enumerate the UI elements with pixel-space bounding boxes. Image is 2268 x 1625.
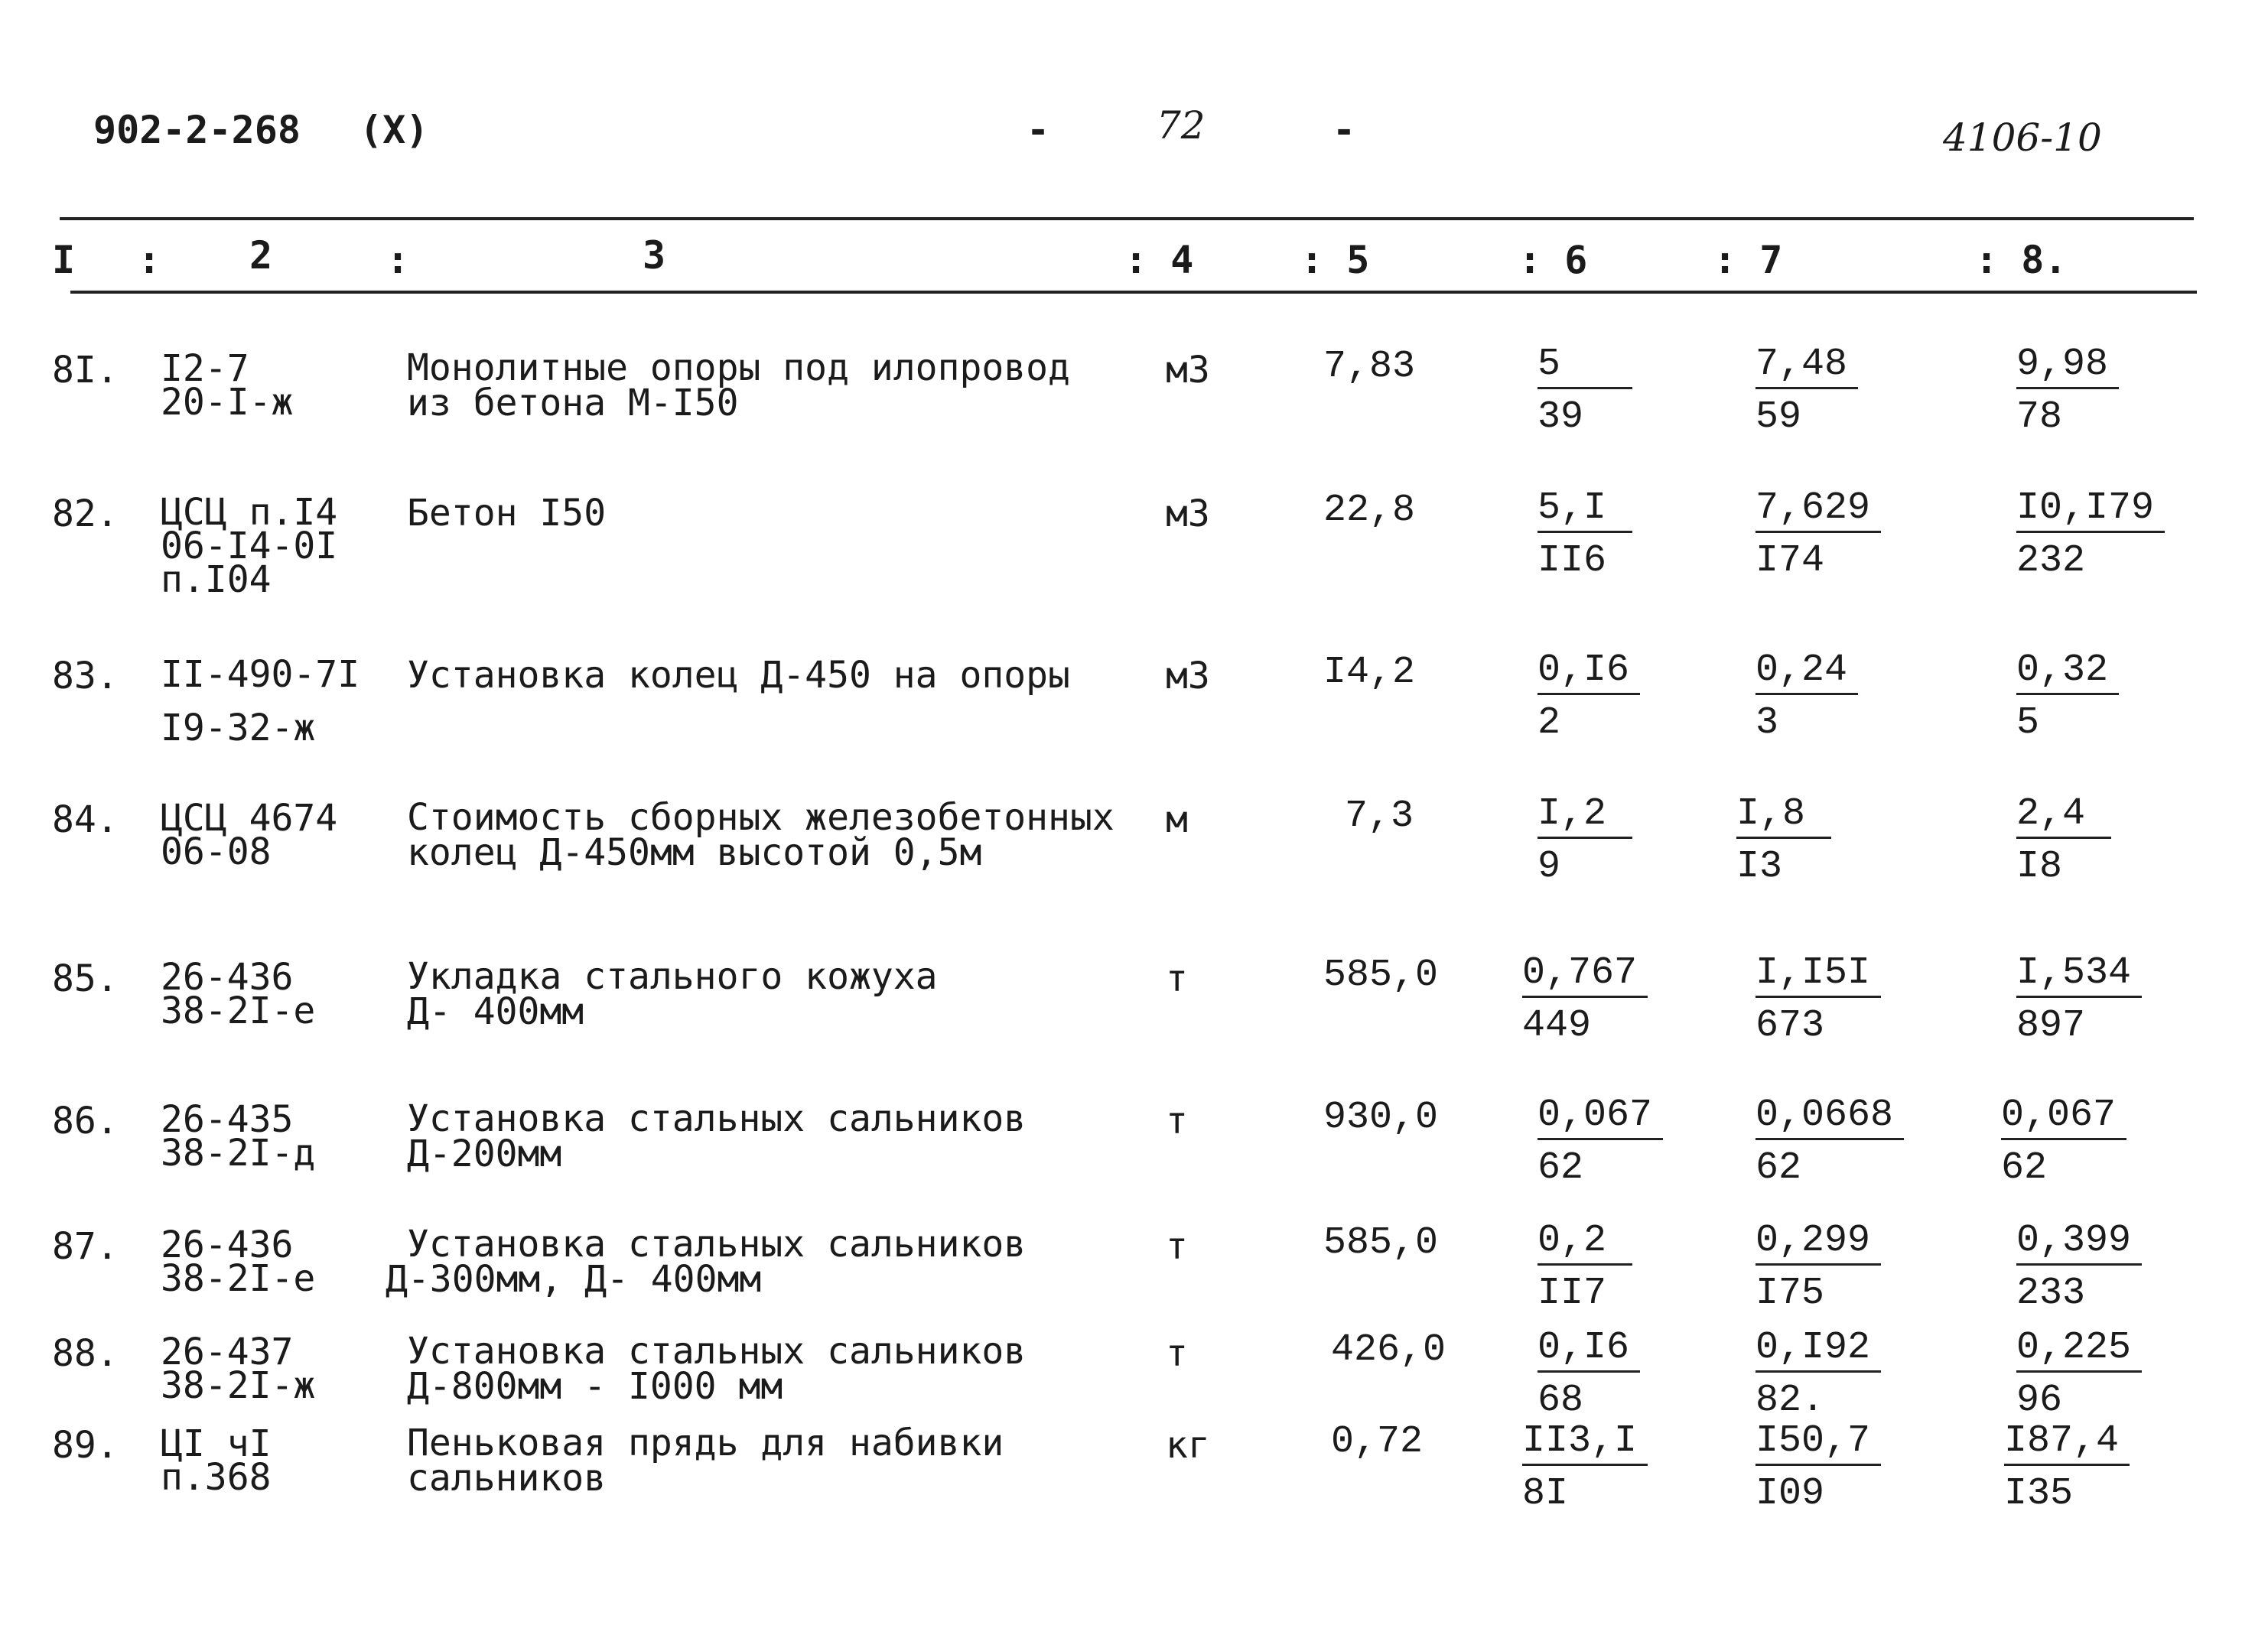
column-header-8: : 8. xyxy=(1975,238,2068,282)
unit: т xyxy=(1166,1100,1188,1142)
norm-code-line-1: ЦСЦ 4674 xyxy=(161,797,338,840)
work-description-line-2: Д-300мм, Д- 400мм xyxy=(386,1258,762,1301)
work-description-line-2: Д- 400мм xyxy=(407,990,584,1033)
cost-column-8-bottom: 233 xyxy=(2016,1272,2086,1315)
cost-column-7-top: 0,I92 xyxy=(1756,1328,1881,1373)
cost-column-8-top: 0,32 xyxy=(2016,650,2119,695)
document-code: 902-2-268 xyxy=(93,108,301,152)
column-header-2: 2 xyxy=(249,233,273,278)
cost-column-7-top: 0,24 xyxy=(1756,650,1858,695)
cost-column-8-bottom: 62 xyxy=(2001,1146,2048,1190)
norm-code-line-1: ЦСЦ п.I4 xyxy=(161,491,338,534)
work-description-line-1: Монолитные опоры под илопровод xyxy=(407,346,1070,389)
norm-code-line-1: II-490-7I xyxy=(161,653,360,696)
work-description-line-1: Установка стальных сальников xyxy=(407,1223,1027,1266)
cost-column-8-top: 0,067 xyxy=(2001,1095,2126,1140)
cost-column-8-top: 2,4 xyxy=(2016,794,2111,839)
sheet-reference: 4106-10 xyxy=(1943,115,2102,160)
cost-column-6 xyxy=(1537,794,1713,888)
cost-column-8-bottom: I8 xyxy=(2016,845,2063,889)
cost-column-6 xyxy=(1537,650,1713,744)
column-header-separator-1: : xyxy=(138,238,161,282)
row-number: 88. xyxy=(52,1332,119,1375)
work-description-line-1: Установка стальных сальников xyxy=(407,1097,1027,1140)
cost-column-7-bottom: 62 xyxy=(1756,1146,1802,1190)
cost-column-8 xyxy=(2016,650,2192,744)
unit: м3 xyxy=(1166,492,1210,535)
unit: т xyxy=(1166,957,1188,1000)
page-number: 72 xyxy=(1157,103,1206,148)
column-header-5: : 5 xyxy=(1300,238,1370,282)
cost-column-8-top: I,534 xyxy=(2016,953,2142,998)
cost-column-6 xyxy=(1537,344,1713,438)
cost-column-7 xyxy=(1756,650,1931,744)
norm-code-line-2: I9-32-ж xyxy=(161,707,316,749)
row-number: 87. xyxy=(52,1225,119,1268)
cost-column-6-bottom: II7 xyxy=(1537,1272,1607,1315)
work-description-line-2: Д-200мм xyxy=(407,1133,562,1175)
cost-column-8-bottom: 96 xyxy=(2016,1379,2063,1422)
norm-code-line-2: 06-08 xyxy=(161,830,272,873)
cost-column-7 xyxy=(1756,488,1931,582)
cost-column-7-bottom: 59 xyxy=(1756,395,1802,439)
cost-column-7 xyxy=(1756,1328,1931,1422)
cost-column-8 xyxy=(2016,1220,2192,1315)
cost-column-8-bottom: 897 xyxy=(2016,1004,2086,1048)
norm-code-line-2: 38-2I-д xyxy=(161,1132,316,1175)
work-description-line-1: Укладка стального кожуха xyxy=(407,955,938,998)
quantity: 585,0 xyxy=(1323,1221,1439,1265)
column-header-3: 3 xyxy=(643,233,666,278)
unit: т xyxy=(1166,1332,1188,1375)
cost-column-7-bottom: 3 xyxy=(1756,701,1779,745)
norm-code-line-2: 38-2I-е xyxy=(161,990,316,1032)
cost-column-7 xyxy=(1756,953,1931,1047)
unit: кг xyxy=(1166,1424,1210,1467)
cost-column-6-top: 0,I6 xyxy=(1537,1328,1640,1373)
norm-code-line-3: п.I04 xyxy=(161,558,272,601)
cost-column-6-bottom: 449 xyxy=(1522,1004,1592,1048)
row-number: 82. xyxy=(52,492,119,535)
cost-column-6 xyxy=(1537,1328,1713,1422)
cost-column-6 xyxy=(1522,1421,1698,1515)
top-rule xyxy=(60,217,2194,220)
row-number: 8I. xyxy=(52,349,119,392)
cost-column-8-bottom: 232 xyxy=(2016,539,2086,583)
cost-column-6-bottom: 8I xyxy=(1522,1472,1569,1516)
work-description-line-1: Бетон I50 xyxy=(407,492,607,535)
unit: м3 xyxy=(1166,655,1210,697)
cost-column-7 xyxy=(1756,1095,1931,1189)
norm-code-line-1: 26-435 xyxy=(161,1098,294,1141)
cost-column-6-bottom: 39 xyxy=(1537,395,1584,439)
cost-column-8-top: 0,399 xyxy=(2016,1220,2142,1266)
norm-code-line-2: 06-I4-0I xyxy=(161,525,338,567)
cost-column-7-top: 0,0668 xyxy=(1756,1095,1904,1140)
cost-column-7-bottom: I75 xyxy=(1756,1272,1825,1315)
cost-column-6-bottom: 62 xyxy=(1537,1146,1584,1190)
work-description-line-1: Пеньковая прядь для набивки xyxy=(407,1422,1004,1464)
cost-column-7-top: I,I5I xyxy=(1756,953,1881,998)
norm-code-line-1: 26-436 xyxy=(161,1224,294,1266)
cost-column-8-bottom: 78 xyxy=(2016,395,2063,439)
quantity: I4,2 xyxy=(1323,651,1416,694)
work-description-line-1: Установка колец Д-450 на опоры xyxy=(407,654,1070,697)
cost-column-6-top: II3,I xyxy=(1522,1421,1648,1466)
page-number-dash-right: - xyxy=(1332,108,1356,152)
cost-column-7-bottom: 82. xyxy=(1756,1379,1825,1422)
cost-column-6-bottom: 68 xyxy=(1537,1379,1584,1422)
cost-column-7-top: I50,7 xyxy=(1756,1421,1881,1466)
row-number: 85. xyxy=(52,957,119,1000)
work-description-line-2: Д-800мм - I000 мм xyxy=(407,1365,783,1408)
work-description-line-2: колец Д-450мм высотой 0,5м xyxy=(407,831,982,874)
cost-column-8 xyxy=(2016,953,2192,1047)
cost-column-7 xyxy=(1756,1220,1931,1315)
column-header-separator-2: : xyxy=(386,238,410,282)
cost-column-7 xyxy=(1756,344,1931,438)
column-header-6: : 6 xyxy=(1518,238,1588,282)
quantity: 0,72 xyxy=(1331,1420,1424,1464)
work-description-line-2: сальников xyxy=(407,1457,607,1500)
cost-column-8-bottom: 5 xyxy=(2016,701,2040,745)
cost-column-7-bottom: I3 xyxy=(1736,845,1783,889)
cost-column-7-top: 7,629 xyxy=(1756,488,1881,533)
unit: т xyxy=(1166,1225,1188,1268)
cost-column-8-bottom: I35 xyxy=(2004,1472,2074,1516)
cost-column-7-top: 0,299 xyxy=(1756,1220,1881,1266)
cost-column-6 xyxy=(1537,1220,1713,1315)
cost-column-8-top: I87,4 xyxy=(2004,1421,2130,1466)
cost-column-8 xyxy=(2016,488,2192,582)
document-code-suffix: (X) xyxy=(360,108,429,152)
cost-column-8 xyxy=(2016,344,2192,438)
unit: м xyxy=(1166,798,1188,841)
cost-column-8-top: I0,I79 xyxy=(2016,488,2165,533)
cost-column-6 xyxy=(1537,1095,1713,1189)
quantity: 7,83 xyxy=(1323,345,1416,388)
cost-column-6 xyxy=(1522,953,1698,1047)
cost-column-6-bottom: 2 xyxy=(1537,701,1561,745)
norm-code-line-2: 38-2I-е xyxy=(161,1257,316,1300)
row-number: 84. xyxy=(52,798,119,841)
header-rule xyxy=(70,291,2197,294)
cost-column-6-top: 0,2 xyxy=(1537,1220,1632,1266)
quantity: 585,0 xyxy=(1323,954,1439,997)
cost-column-6-top: 0,I6 xyxy=(1537,650,1640,695)
quantity: 426,0 xyxy=(1331,1328,1446,1372)
cost-column-7-top: I,8 xyxy=(1736,794,1831,839)
cost-column-6-top: 0,067 xyxy=(1537,1095,1663,1140)
norm-code-line-1: I2-7 xyxy=(161,347,249,390)
norm-code-line-2: 38-2I-ж xyxy=(161,1364,316,1407)
cost-column-7-bottom: I09 xyxy=(1756,1472,1825,1516)
cost-column-8 xyxy=(2001,1095,2177,1189)
cost-column-6-top: 5 xyxy=(1537,344,1632,389)
column-header-7: : 7 xyxy=(1713,238,1783,282)
cost-column-8-top: 9,98 xyxy=(2016,344,2119,389)
work-description-line-2: из бетона М-I50 xyxy=(407,382,739,424)
column-header-1: I xyxy=(52,238,76,282)
norm-code-line-1: ЦI чI xyxy=(161,1422,272,1465)
row-number: 89. xyxy=(52,1424,119,1467)
norm-code-line-1: 26-436 xyxy=(161,956,294,999)
page-number-dash-left: - xyxy=(1027,108,1050,152)
cost-column-7-bottom: 673 xyxy=(1756,1004,1825,1048)
quantity: 930,0 xyxy=(1323,1096,1439,1139)
work-description-line-1: Стоимость сборных железобетонных xyxy=(407,796,1114,839)
cost-column-6-top: I,2 xyxy=(1537,794,1632,839)
row-number: 86. xyxy=(52,1100,119,1142)
cost-column-7-top: 7,48 xyxy=(1756,344,1858,389)
cost-column-6-top: 0,767 xyxy=(1522,953,1648,998)
norm-code-line-2: 20-I-ж xyxy=(161,381,294,424)
cost-column-8 xyxy=(2016,1328,2192,1422)
cost-column-8 xyxy=(2004,1421,2180,1515)
unit: м3 xyxy=(1166,349,1210,392)
work-description-line-1: Установка стальных сальников xyxy=(407,1330,1027,1373)
cost-column-7 xyxy=(1736,794,1912,888)
cost-column-6-bottom: II6 xyxy=(1537,539,1607,583)
cost-column-6-top: 5,I xyxy=(1537,488,1632,533)
quantity: 22,8 xyxy=(1323,489,1416,532)
cost-column-6-bottom: 9 xyxy=(1537,845,1561,889)
cost-column-8 xyxy=(2016,794,2192,888)
norm-code-line-2: п.368 xyxy=(161,1456,272,1499)
quantity: 7,3 xyxy=(1345,795,1414,838)
cost-column-8-top: 0,225 xyxy=(2016,1328,2142,1373)
cost-column-6 xyxy=(1537,488,1713,582)
cost-column-7 xyxy=(1756,1421,1931,1515)
norm-code-line-1: 26-437 xyxy=(161,1331,294,1373)
column-header-4: : 4 xyxy=(1124,238,1194,282)
row-number: 83. xyxy=(52,655,119,697)
cost-column-7-bottom: I74 xyxy=(1756,539,1825,583)
